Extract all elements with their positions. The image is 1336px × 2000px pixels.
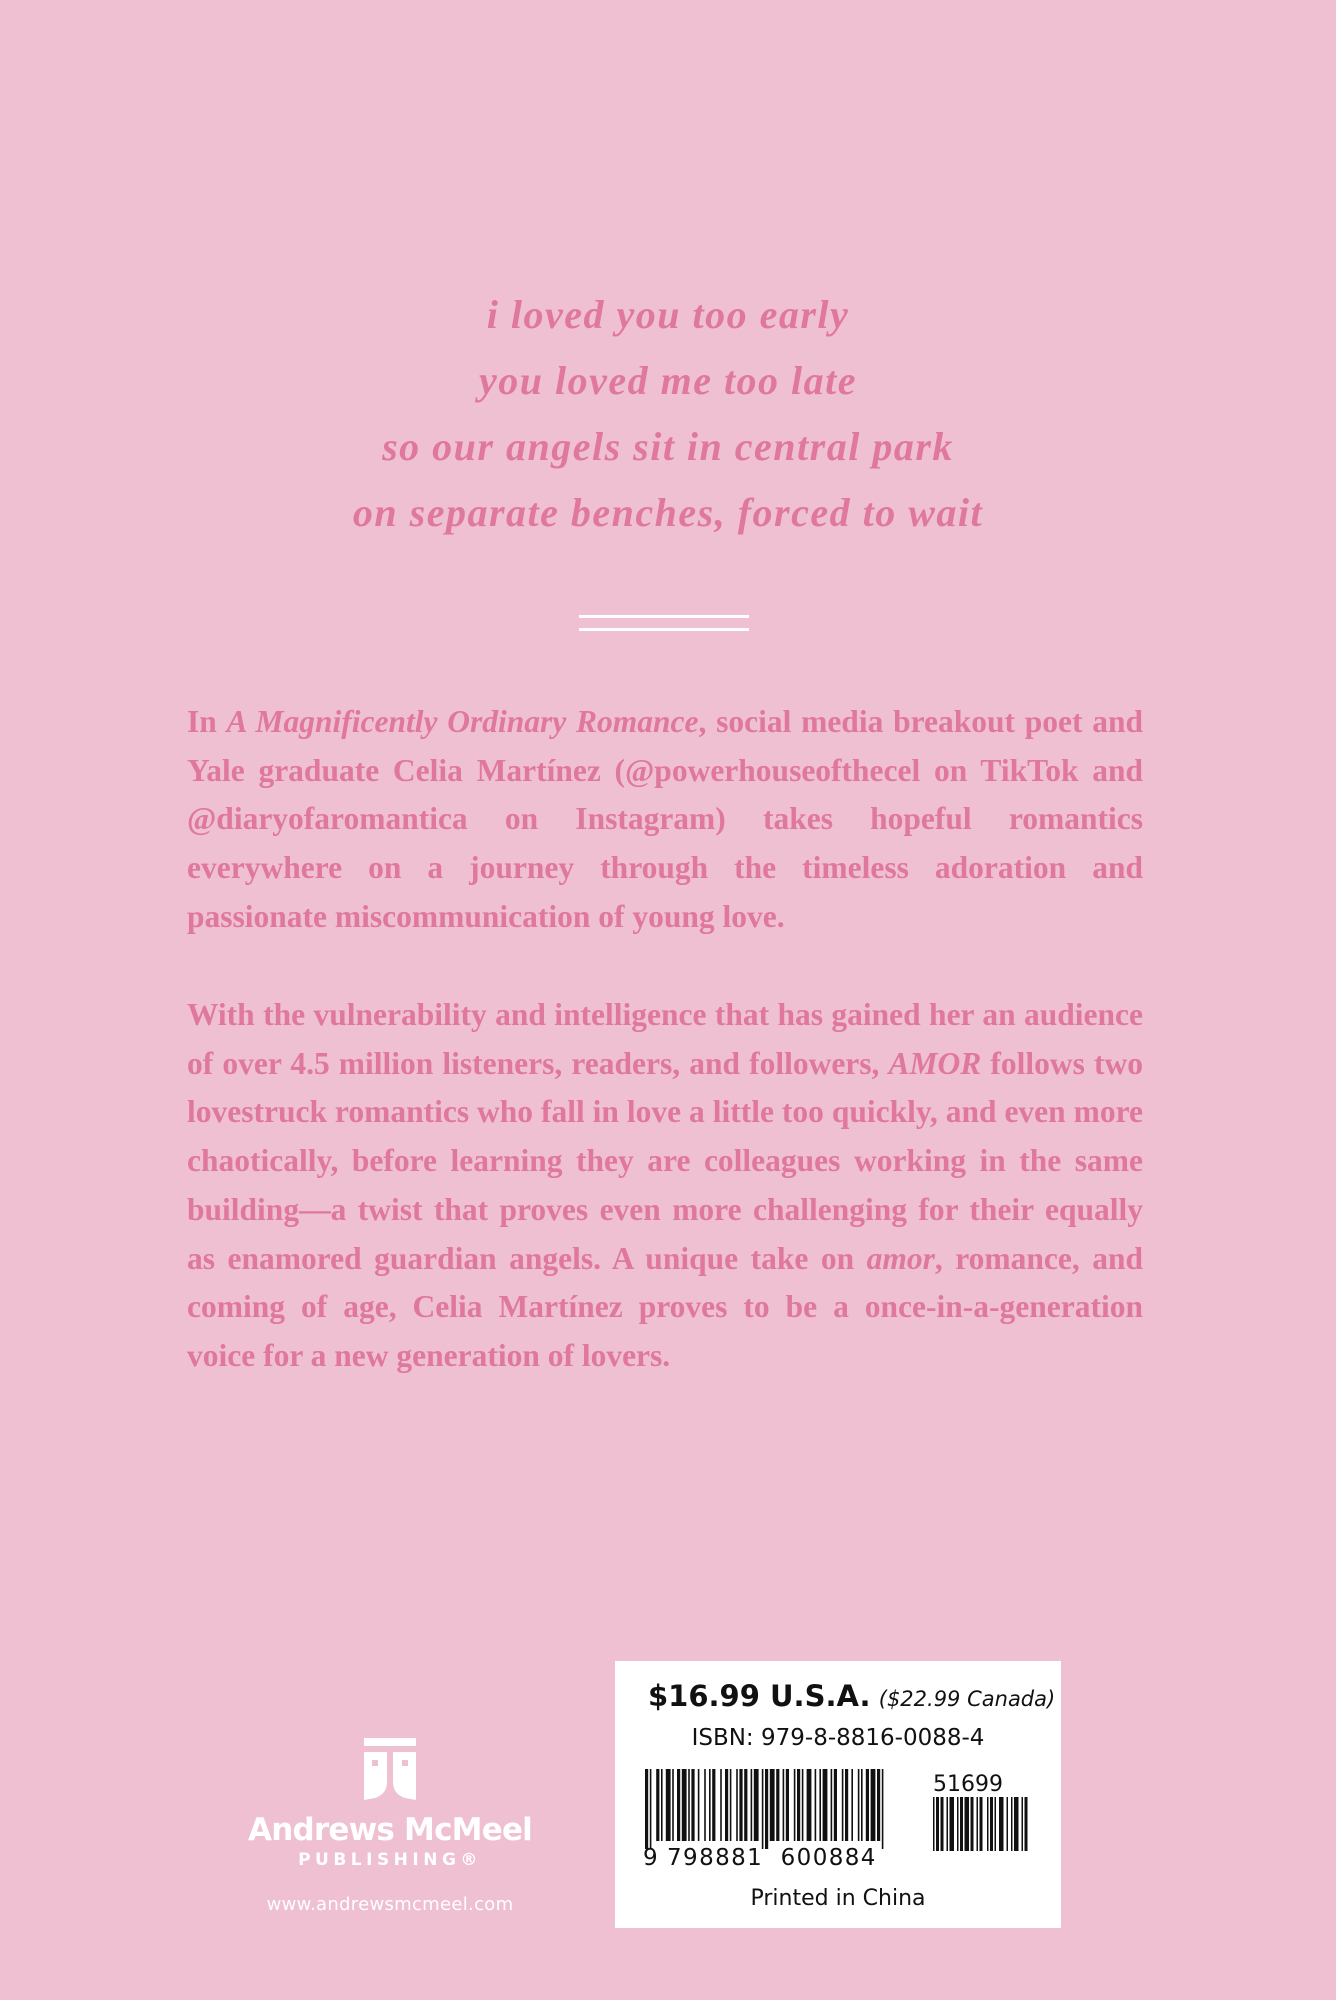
price-line [648, 1679, 1055, 1713]
printed-in: Printed in China [750, 1886, 926, 1911]
blurb-paragraph-2 [187, 991, 1143, 1381]
barcode-panel [615, 1661, 1061, 1928]
poem-line-3: so our angels sit in central park [382, 424, 954, 469]
blurb-text: , social media breakout poet and Yale graduate Celia Martínez (@powerhouseofthecel on TikTok and @diaryofaromantica on Instagram) takes hopeful romantics everywhere on a journey through the timeless adoration and passionate miscommunication of young love. [187, 704, 1143, 934]
book-title: A Magnificently Ordinary Romance [226, 704, 699, 739]
barcode-lead-digit: 9 [643, 1845, 658, 1871]
poem-line-4: on separate benches, forced to wait [352, 490, 984, 535]
blurb-paragraph-1 [187, 698, 1143, 942]
divider-rule-bottom [579, 628, 749, 631]
poem-line-1: i loved you too early [486, 292, 850, 337]
publisher-logo [240, 1738, 540, 1915]
poem [0, 282, 1336, 546]
blurb-text: In [187, 704, 227, 739]
price-us: $16.99 U.S.A. [648, 1679, 871, 1713]
barcode-addon-number: 51699 [933, 1772, 1003, 1797]
price-canada: ($22.99 Canada) [878, 1687, 1056, 1711]
andrews-mcmeel-logo-icon [364, 1738, 416, 1800]
publisher-url: www.andrewsmcmeel.com [266, 1894, 514, 1915]
publisher-sub: PUBLISHING® [298, 1850, 482, 1870]
isbn: ISBN: 979-8-8816-0088-4 [691, 1725, 985, 1751]
poem-line-2: you loved me too late [478, 358, 858, 403]
amor-word: amor [866, 1240, 935, 1276]
blurb-text: , romance, and coming of age, Celia Martínez proves to be a once-in-a-generation voice for a new generation of lovers. [187, 1240, 1143, 1373]
book-title: AMOR [888, 1045, 982, 1081]
publisher-name: Andrews McMeel [248, 1812, 532, 1848]
barcode-digits: 798881 600884 [667, 1845, 877, 1871]
divider-rule-top [579, 615, 749, 618]
blurb-text: follows two lovestruck romantics who fall in love a little too quickly, and even more chaotically, before learning they are colleagues working in the same building—a twist that proves even more challenging for their equally as enamored guardian angels. A unique take on [187, 1045, 1143, 1276]
blurb-text: With the vulnerability and intelligence that has gained her an audience of over 4.5 million listeners, readers, and followers, [187, 997, 1143, 1081]
divider [579, 615, 749, 633]
